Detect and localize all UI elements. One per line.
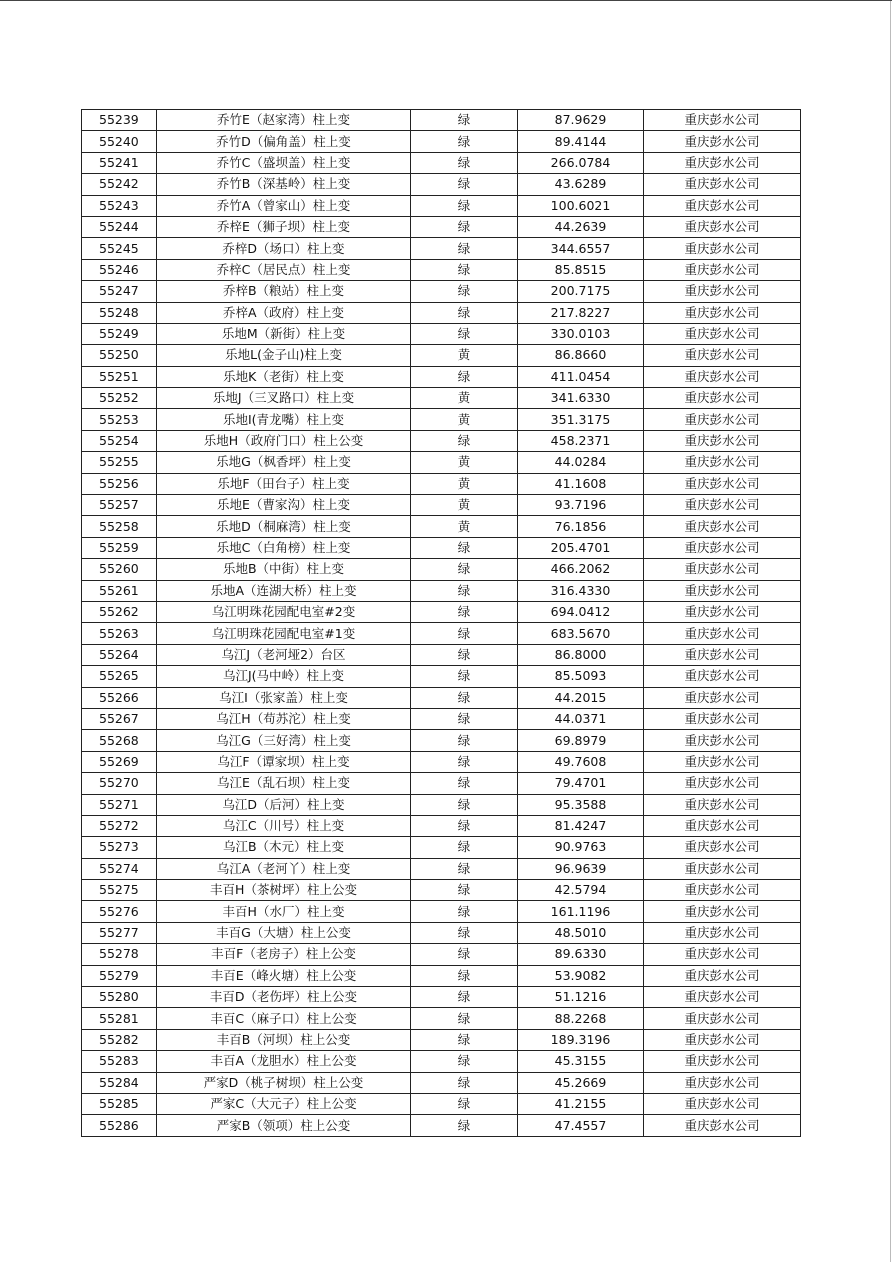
table-row bbox=[82, 730, 801, 751]
status-color-cell: 绿 bbox=[411, 302, 518, 323]
value-cell: 341.6330 bbox=[518, 388, 644, 409]
transformer-name-cell: 乐地K（老街）柱上变 bbox=[157, 366, 411, 387]
row-id-cell: 55277 bbox=[82, 922, 157, 943]
status-color-cell: 绿 bbox=[411, 174, 518, 195]
company-cell: 重庆彭水公司 bbox=[644, 131, 801, 152]
company-cell: 重庆彭水公司 bbox=[644, 922, 801, 943]
value-cell: 466.2062 bbox=[518, 559, 644, 580]
transformer-name-cell: 丰百B（河坝）柱上公变 bbox=[157, 1029, 411, 1050]
status-color-cell: 绿 bbox=[411, 708, 518, 729]
status-color-cell: 绿 bbox=[411, 751, 518, 772]
status-color-cell: 绿 bbox=[411, 837, 518, 858]
status-color-cell: 绿 bbox=[411, 152, 518, 173]
company-cell: 重庆彭水公司 bbox=[644, 687, 801, 708]
value-cell: 43.6289 bbox=[518, 174, 644, 195]
transformer-name-cell: 乌江B（木元）柱上变 bbox=[157, 837, 411, 858]
row-id-cell: 55246 bbox=[82, 259, 157, 280]
transformer-name-cell: 乐地E（曹家沟）柱上变 bbox=[157, 495, 411, 516]
company-cell: 重庆彭水公司 bbox=[644, 794, 801, 815]
table-row bbox=[82, 409, 801, 430]
company-cell: 重庆彭水公司 bbox=[644, 430, 801, 451]
value-cell: 47.4557 bbox=[518, 1115, 644, 1136]
value-cell: 683.5670 bbox=[518, 623, 644, 644]
status-color-cell: 绿 bbox=[411, 110, 518, 131]
row-id-cell: 55253 bbox=[82, 409, 157, 430]
table-row bbox=[82, 580, 801, 601]
table-row bbox=[82, 473, 801, 494]
company-cell: 重庆彭水公司 bbox=[644, 409, 801, 430]
status-color-cell: 绿 bbox=[411, 1008, 518, 1029]
row-id-cell: 55256 bbox=[82, 473, 157, 494]
value-cell: 217.8227 bbox=[518, 302, 644, 323]
value-cell: 42.5794 bbox=[518, 880, 644, 901]
row-id-cell: 55276 bbox=[82, 901, 157, 922]
company-cell: 重庆彭水公司 bbox=[644, 987, 801, 1008]
row-id-cell: 55278 bbox=[82, 944, 157, 965]
transformer-name-cell: 乌江A（老河丫）柱上变 bbox=[157, 858, 411, 879]
table-row bbox=[82, 1051, 801, 1072]
transformer-name-cell: 丰百E（峰火塘）柱上公变 bbox=[157, 965, 411, 986]
company-cell: 重庆彭水公司 bbox=[644, 644, 801, 665]
company-cell: 重庆彭水公司 bbox=[644, 152, 801, 173]
transformer-name-cell: 乔梓D（场口）柱上变 bbox=[157, 238, 411, 259]
table-row bbox=[82, 1029, 801, 1050]
value-cell: 69.8979 bbox=[518, 730, 644, 751]
value-cell: 45.3155 bbox=[518, 1051, 644, 1072]
table-row bbox=[82, 131, 801, 152]
row-id-cell: 55270 bbox=[82, 773, 157, 794]
transformer-name-cell: 乐地M（新街）柱上变 bbox=[157, 323, 411, 344]
transformer-name-cell: 乔梓E（狮子坝）柱上变 bbox=[157, 216, 411, 237]
value-cell: 87.9629 bbox=[518, 110, 644, 131]
table-row bbox=[82, 430, 801, 451]
value-cell: 458.2371 bbox=[518, 430, 644, 451]
status-color-cell: 绿 bbox=[411, 559, 518, 580]
table-row bbox=[82, 708, 801, 729]
table-row bbox=[82, 216, 801, 237]
row-id-cell: 55271 bbox=[82, 794, 157, 815]
value-cell: 161.1196 bbox=[518, 901, 644, 922]
transformer-name-cell: 乐地B（中街）柱上变 bbox=[157, 559, 411, 580]
table-row bbox=[82, 944, 801, 965]
row-id-cell: 55275 bbox=[82, 880, 157, 901]
row-id-cell: 55273 bbox=[82, 837, 157, 858]
value-cell: 694.0412 bbox=[518, 601, 644, 622]
transformer-name-cell: 丰百C（麻子口）柱上公变 bbox=[157, 1008, 411, 1029]
table-row bbox=[82, 1072, 801, 1093]
value-cell: 93.7196 bbox=[518, 495, 644, 516]
table-row bbox=[82, 366, 801, 387]
row-id-cell: 55269 bbox=[82, 751, 157, 772]
row-id-cell: 55254 bbox=[82, 430, 157, 451]
row-id-cell: 55272 bbox=[82, 815, 157, 836]
company-cell: 重庆彭水公司 bbox=[644, 815, 801, 836]
value-cell: 45.2669 bbox=[518, 1072, 644, 1093]
company-cell: 重庆彭水公司 bbox=[644, 345, 801, 366]
row-id-cell: 55255 bbox=[82, 452, 157, 473]
row-id-cell: 55257 bbox=[82, 495, 157, 516]
company-cell: 重庆彭水公司 bbox=[644, 238, 801, 259]
status-color-cell: 黄 bbox=[411, 516, 518, 537]
table-body bbox=[82, 110, 801, 1137]
company-cell: 重庆彭水公司 bbox=[644, 473, 801, 494]
company-cell: 重庆彭水公司 bbox=[644, 666, 801, 687]
value-cell: 89.4144 bbox=[518, 131, 644, 152]
value-cell: 44.0284 bbox=[518, 452, 644, 473]
value-cell: 351.3175 bbox=[518, 409, 644, 430]
transformer-name-cell: 丰百D（老伤坪）柱上公变 bbox=[157, 987, 411, 1008]
transformer-name-cell: 严家C（大元子）柱上公变 bbox=[157, 1093, 411, 1114]
status-color-cell: 绿 bbox=[411, 259, 518, 280]
row-id-cell: 55267 bbox=[82, 708, 157, 729]
page-edge bbox=[890, 1, 891, 1262]
company-cell: 重庆彭水公司 bbox=[644, 880, 801, 901]
transformer-name-cell: 严家B（领项）柱上公变 bbox=[157, 1115, 411, 1136]
value-cell: 88.2268 bbox=[518, 1008, 644, 1029]
company-cell: 重庆彭水公司 bbox=[644, 901, 801, 922]
transformer-name-cell: 乐地A（连湖大桥）柱上变 bbox=[157, 580, 411, 601]
transformer-name-cell: 乌江J(马中岭）柱上变 bbox=[157, 666, 411, 687]
company-cell: 重庆彭水公司 bbox=[644, 858, 801, 879]
company-cell: 重庆彭水公司 bbox=[644, 730, 801, 751]
table-row bbox=[82, 644, 801, 665]
status-color-cell: 绿 bbox=[411, 1115, 518, 1136]
company-cell: 重庆彭水公司 bbox=[644, 259, 801, 280]
value-cell: 44.0371 bbox=[518, 708, 644, 729]
table-row bbox=[82, 880, 801, 901]
status-color-cell: 绿 bbox=[411, 623, 518, 644]
value-cell: 51.1216 bbox=[518, 987, 644, 1008]
row-id-cell: 55245 bbox=[82, 238, 157, 259]
status-color-cell: 绿 bbox=[411, 216, 518, 237]
table-row bbox=[82, 281, 801, 302]
status-color-cell: 黄 bbox=[411, 388, 518, 409]
status-color-cell: 黄 bbox=[411, 452, 518, 473]
row-id-cell: 55247 bbox=[82, 281, 157, 302]
status-color-cell: 绿 bbox=[411, 131, 518, 152]
transformer-name-cell: 乐地H（政府门口）柱上公变 bbox=[157, 430, 411, 451]
transformer-name-cell: 乌江I（张家盖）柱上变 bbox=[157, 687, 411, 708]
row-id-cell: 55240 bbox=[82, 131, 157, 152]
transformer-name-cell: 乌江J（老河垭2）台区 bbox=[157, 644, 411, 665]
transformer-name-cell: 乔梓C（居民点）柱上变 bbox=[157, 259, 411, 280]
row-id-cell: 55264 bbox=[82, 644, 157, 665]
status-color-cell: 绿 bbox=[411, 965, 518, 986]
company-cell: 重庆彭水公司 bbox=[644, 751, 801, 772]
table-row bbox=[82, 901, 801, 922]
transformer-name-cell: 乐地G（枫香坪）柱上变 bbox=[157, 452, 411, 473]
row-id-cell: 55250 bbox=[82, 345, 157, 366]
status-color-cell: 绿 bbox=[411, 580, 518, 601]
status-color-cell: 黄 bbox=[411, 495, 518, 516]
company-cell: 重庆彭水公司 bbox=[644, 1115, 801, 1136]
value-cell: 200.7175 bbox=[518, 281, 644, 302]
company-cell: 重庆彭水公司 bbox=[644, 1029, 801, 1050]
status-color-cell: 绿 bbox=[411, 687, 518, 708]
status-color-cell: 黄 bbox=[411, 473, 518, 494]
row-id-cell: 55263 bbox=[82, 623, 157, 644]
value-cell: 41.2155 bbox=[518, 1093, 644, 1114]
table-row bbox=[82, 1008, 801, 1029]
status-color-cell: 黄 bbox=[411, 409, 518, 430]
status-color-cell: 绿 bbox=[411, 794, 518, 815]
row-id-cell: 55268 bbox=[82, 730, 157, 751]
value-cell: 85.5093 bbox=[518, 666, 644, 687]
status-color-cell: 绿 bbox=[411, 644, 518, 665]
status-color-cell: 绿 bbox=[411, 987, 518, 1008]
status-color-cell: 绿 bbox=[411, 773, 518, 794]
status-color-cell: 绿 bbox=[411, 430, 518, 451]
transformer-name-cell: 乌江G（三好湾）柱上变 bbox=[157, 730, 411, 751]
company-cell: 重庆彭水公司 bbox=[644, 516, 801, 537]
table-row bbox=[82, 623, 801, 644]
status-color-cell: 绿 bbox=[411, 366, 518, 387]
row-id-cell: 55251 bbox=[82, 366, 157, 387]
table-row bbox=[82, 302, 801, 323]
transformer-name-cell: 乔竹B（深基岭）柱上变 bbox=[157, 174, 411, 195]
value-cell: 266.0784 bbox=[518, 152, 644, 173]
table-row bbox=[82, 110, 801, 131]
company-cell: 重庆彭水公司 bbox=[644, 495, 801, 516]
value-cell: 85.8515 bbox=[518, 259, 644, 280]
table-row bbox=[82, 773, 801, 794]
value-cell: 48.5010 bbox=[518, 922, 644, 943]
status-color-cell: 绿 bbox=[411, 281, 518, 302]
status-color-cell: 绿 bbox=[411, 537, 518, 558]
row-id-cell: 55252 bbox=[82, 388, 157, 409]
status-color-cell: 绿 bbox=[411, 1051, 518, 1072]
company-cell: 重庆彭水公司 bbox=[644, 601, 801, 622]
row-id-cell: 55258 bbox=[82, 516, 157, 537]
row-id-cell: 55239 bbox=[82, 110, 157, 131]
transformer-name-cell: 乐地L(金子山)柱上变 bbox=[157, 345, 411, 366]
company-cell: 重庆彭水公司 bbox=[644, 559, 801, 580]
transformer-name-cell: 乐地F（田台子）柱上变 bbox=[157, 473, 411, 494]
row-id-cell: 55281 bbox=[82, 1008, 157, 1029]
table-row bbox=[82, 1093, 801, 1114]
status-color-cell: 绿 bbox=[411, 1093, 518, 1114]
transformer-name-cell: 乌江明珠花园配电室#1变 bbox=[157, 623, 411, 644]
table-row bbox=[82, 238, 801, 259]
transformer-name-cell: 乌江E（乱石坝）柱上变 bbox=[157, 773, 411, 794]
status-color-cell: 绿 bbox=[411, 195, 518, 216]
row-id-cell: 55241 bbox=[82, 152, 157, 173]
table-row bbox=[82, 174, 801, 195]
transformer-name-cell: 乔梓A（政府）柱上变 bbox=[157, 302, 411, 323]
transformer-name-cell: 乐地C（白角榜）柱上变 bbox=[157, 537, 411, 558]
value-cell: 189.3196 bbox=[518, 1029, 644, 1050]
company-cell: 重庆彭水公司 bbox=[644, 452, 801, 473]
status-color-cell: 黄 bbox=[411, 345, 518, 366]
company-cell: 重庆彭水公司 bbox=[644, 216, 801, 237]
company-cell: 重庆彭水公司 bbox=[644, 708, 801, 729]
status-color-cell: 绿 bbox=[411, 858, 518, 879]
transformer-name-cell: 乔梓B（粮站）柱上变 bbox=[157, 281, 411, 302]
transformer-table bbox=[81, 109, 801, 1137]
row-id-cell: 55283 bbox=[82, 1051, 157, 1072]
transformer-name-cell: 丰百H（茶树坪）柱上公变 bbox=[157, 880, 411, 901]
status-color-cell: 绿 bbox=[411, 815, 518, 836]
company-cell: 重庆彭水公司 bbox=[644, 195, 801, 216]
table-row bbox=[82, 516, 801, 537]
value-cell: 96.9639 bbox=[518, 858, 644, 879]
status-color-cell: 绿 bbox=[411, 238, 518, 259]
table-row bbox=[82, 751, 801, 772]
table-row bbox=[82, 601, 801, 622]
row-id-cell: 55249 bbox=[82, 323, 157, 344]
table-row bbox=[82, 837, 801, 858]
company-cell: 重庆彭水公司 bbox=[644, 537, 801, 558]
transformer-name-cell: 乌江D（后河）柱上变 bbox=[157, 794, 411, 815]
row-id-cell: 55265 bbox=[82, 666, 157, 687]
table-row bbox=[82, 1115, 801, 1136]
row-id-cell: 55244 bbox=[82, 216, 157, 237]
company-cell: 重庆彭水公司 bbox=[644, 580, 801, 601]
transformer-name-cell: 乔竹E（赵家湾）柱上变 bbox=[157, 110, 411, 131]
value-cell: 76.1856 bbox=[518, 516, 644, 537]
table-row bbox=[82, 537, 801, 558]
company-cell: 重庆彭水公司 bbox=[644, 281, 801, 302]
table-row bbox=[82, 987, 801, 1008]
row-id-cell: 55242 bbox=[82, 174, 157, 195]
company-cell: 重庆彭水公司 bbox=[644, 174, 801, 195]
transformer-name-cell: 乌江C（川号）柱上变 bbox=[157, 815, 411, 836]
value-cell: 44.2639 bbox=[518, 216, 644, 237]
table-row bbox=[82, 922, 801, 943]
status-color-cell: 绿 bbox=[411, 323, 518, 344]
row-id-cell: 55279 bbox=[82, 965, 157, 986]
transformer-name-cell: 严家D（桃子树坝）柱上公变 bbox=[157, 1072, 411, 1093]
transformer-name-cell: 乐地I(青龙嘴）柱上变 bbox=[157, 409, 411, 430]
row-id-cell: 55248 bbox=[82, 302, 157, 323]
status-color-cell: 绿 bbox=[411, 1029, 518, 1050]
table-row bbox=[82, 345, 801, 366]
table-row bbox=[82, 388, 801, 409]
value-cell: 95.3588 bbox=[518, 794, 644, 815]
company-cell: 重庆彭水公司 bbox=[644, 1093, 801, 1114]
value-cell: 86.8660 bbox=[518, 345, 644, 366]
transformer-name-cell: 乌江H（苟苏沱）柱上变 bbox=[157, 708, 411, 729]
value-cell: 86.8000 bbox=[518, 644, 644, 665]
company-cell: 重庆彭水公司 bbox=[644, 944, 801, 965]
table-row bbox=[82, 259, 801, 280]
row-id-cell: 55259 bbox=[82, 537, 157, 558]
value-cell: 41.1608 bbox=[518, 473, 644, 494]
row-id-cell: 55284 bbox=[82, 1072, 157, 1093]
transformer-name-cell: 乐地J（三叉路口）柱上变 bbox=[157, 388, 411, 409]
table-row bbox=[82, 152, 801, 173]
row-id-cell: 55243 bbox=[82, 195, 157, 216]
table-row bbox=[82, 815, 801, 836]
company-cell: 重庆彭水公司 bbox=[644, 1008, 801, 1029]
value-cell: 44.2015 bbox=[518, 687, 644, 708]
transformer-name-cell: 乌江明珠花园配电室#2变 bbox=[157, 601, 411, 622]
table-row bbox=[82, 195, 801, 216]
status-color-cell: 绿 bbox=[411, 880, 518, 901]
row-id-cell: 55285 bbox=[82, 1093, 157, 1114]
value-cell: 49.7608 bbox=[518, 751, 644, 772]
value-cell: 316.4330 bbox=[518, 580, 644, 601]
status-color-cell: 绿 bbox=[411, 1072, 518, 1093]
transformer-name-cell: 乐地D（桐麻湾）柱上变 bbox=[157, 516, 411, 537]
table-row bbox=[82, 452, 801, 473]
value-cell: 81.4247 bbox=[518, 815, 644, 836]
table-row bbox=[82, 559, 801, 580]
status-color-cell: 绿 bbox=[411, 901, 518, 922]
company-cell: 重庆彭水公司 bbox=[644, 1051, 801, 1072]
company-cell: 重庆彭水公司 bbox=[644, 302, 801, 323]
transformer-name-cell: 乔竹A（曾家山）柱上变 bbox=[157, 195, 411, 216]
company-cell: 重庆彭水公司 bbox=[644, 366, 801, 387]
transformer-name-cell: 丰百H（水厂）柱上变 bbox=[157, 901, 411, 922]
company-cell: 重庆彭水公司 bbox=[644, 110, 801, 131]
value-cell: 344.6557 bbox=[518, 238, 644, 259]
row-id-cell: 55274 bbox=[82, 858, 157, 879]
row-id-cell: 55261 bbox=[82, 580, 157, 601]
table-row bbox=[82, 965, 801, 986]
table-row bbox=[82, 495, 801, 516]
transformer-name-cell: 乔竹D（偏角盖）柱上变 bbox=[157, 131, 411, 152]
company-cell: 重庆彭水公司 bbox=[644, 388, 801, 409]
value-cell: 90.9763 bbox=[518, 837, 644, 858]
table-row bbox=[82, 323, 801, 344]
value-cell: 205.4701 bbox=[518, 537, 644, 558]
company-cell: 重庆彭水公司 bbox=[644, 773, 801, 794]
value-cell: 79.4701 bbox=[518, 773, 644, 794]
value-cell: 411.0454 bbox=[518, 366, 644, 387]
value-cell: 53.9082 bbox=[518, 965, 644, 986]
row-id-cell: 55282 bbox=[82, 1029, 157, 1050]
company-cell: 重庆彭水公司 bbox=[644, 323, 801, 344]
table-row bbox=[82, 794, 801, 815]
row-id-cell: 55280 bbox=[82, 987, 157, 1008]
transformer-name-cell: 丰百F（老房子）柱上公变 bbox=[157, 944, 411, 965]
company-cell: 重庆彭水公司 bbox=[644, 965, 801, 986]
status-color-cell: 绿 bbox=[411, 601, 518, 622]
table-row bbox=[82, 666, 801, 687]
status-color-cell: 绿 bbox=[411, 730, 518, 751]
table-row bbox=[82, 687, 801, 708]
transformer-name-cell: 乔竹C（盛坝盖）柱上变 bbox=[157, 152, 411, 173]
value-cell: 330.0103 bbox=[518, 323, 644, 344]
company-cell: 重庆彭水公司 bbox=[644, 837, 801, 858]
value-cell: 100.6021 bbox=[518, 195, 644, 216]
row-id-cell: 55262 bbox=[82, 601, 157, 622]
row-id-cell: 55286 bbox=[82, 1115, 157, 1136]
status-color-cell: 绿 bbox=[411, 666, 518, 687]
row-id-cell: 55266 bbox=[82, 687, 157, 708]
company-cell: 重庆彭水公司 bbox=[644, 623, 801, 644]
transformer-name-cell: 丰百A（龙胆水）柱上公变 bbox=[157, 1051, 411, 1072]
status-color-cell: 绿 bbox=[411, 922, 518, 943]
value-cell: 89.6330 bbox=[518, 944, 644, 965]
status-color-cell: 绿 bbox=[411, 944, 518, 965]
company-cell: 重庆彭水公司 bbox=[644, 1072, 801, 1093]
transformer-name-cell: 乌江F（谭家坝）柱上变 bbox=[157, 751, 411, 772]
row-id-cell: 55260 bbox=[82, 559, 157, 580]
table-row bbox=[82, 858, 801, 879]
transformer-name-cell: 丰百G（大塘）柱上公变 bbox=[157, 922, 411, 943]
